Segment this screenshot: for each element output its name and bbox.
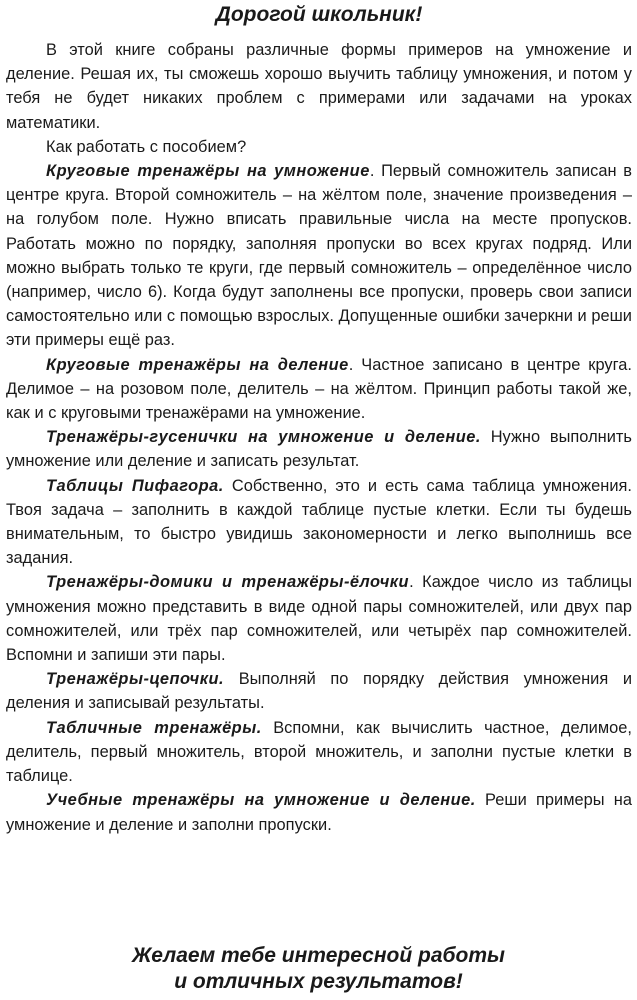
section-table-trainers bbox=[6, 716, 632, 789]
section-term: Круговые тренажёры на умножение bbox=[46, 162, 370, 181]
section-learning-trainers bbox=[6, 788, 632, 836]
closing-line-1: Желаем тебе интересной работы bbox=[132, 944, 505, 967]
closing-line-2: и отличных результатов! bbox=[174, 970, 463, 993]
section-text: Вспомни, как вычислить частное, делимое, делитель, первый множитель, второй множитель, и заполни пустые клетки в таблице. bbox=[6, 718, 632, 786]
section-text: Нужно выполнить умножение или деление и записать результат. bbox=[6, 428, 632, 471]
text-body bbox=[6, 38, 632, 837]
section-term: Круговые тренажёры на деление bbox=[46, 355, 349, 374]
section-houses-trees bbox=[6, 570, 632, 667]
section-term: Таблицы Пифагора. bbox=[46, 476, 224, 495]
section-term: Тренажёры-гусенички на умножение и деление. bbox=[46, 428, 481, 447]
section-text: . Первый сомножитель записан в центре круга. Второй сомножитель – на жёлтом поле, значение произведения – на голубом поле. Нужно вписать правильные числа на месте пропусков. Работать можно по порядку, заполняя пропуски во всех кругах подряд. Или можно выбрать только те круги, где первый сомножитель – определённое число (например, число 6). Когда будут заполнены все пропуски, проверь свои записи самостоятельно или с помощью взрослых. Допущенные ошибки зачеркни и реши эти примеры ещё раз. bbox=[6, 162, 632, 350]
page-title: Дорогой школьник! bbox=[215, 3, 423, 26]
section-term: Учебные тренажёры на умножение и деление. bbox=[46, 791, 476, 810]
section-pythagoras bbox=[6, 474, 632, 571]
section-circle-multiplication bbox=[6, 159, 632, 353]
section-term: Табличные тренажёры. bbox=[46, 718, 262, 737]
closing-wish bbox=[0, 943, 637, 995]
section-caterpillar bbox=[6, 425, 632, 473]
section-text: . Каждое число из таблицы умножения можно представить в виде одной пары сомножителей, или двух пар сомножителей, или трёх пар сомножителей, или четырёх пар сомножителей. Вспомни и запиши эти пары. bbox=[6, 573, 632, 665]
section-text: Выполняй по порядку действия умножения и деления и записывай результаты. bbox=[6, 670, 632, 713]
section-term: Тренажёры-домики и тренажёры-ёлочки bbox=[46, 573, 410, 592]
section-circle-division bbox=[6, 353, 632, 426]
section-term: Тренажёры-цепочки. bbox=[46, 670, 225, 689]
intro-paragraph: В этой книге собраны различные формы примеров на умножение и деление. Решая их, ты сможешь хорошо выучить таблицу умножения, и потом у тебя не будет никаких проблем с примерами или задачами на уроках математики. bbox=[6, 41, 632, 132]
question-paragraph: Как работать с пособием? bbox=[46, 137, 247, 156]
section-text: Собственно, это и есть сама таблица умножения. Твоя задача – заполнить в каждой таблице пустые клетки. Если ты будешь внимательным, то быстро увидишь закономерности и легко выполнишь все задания. bbox=[6, 476, 633, 568]
section-chains bbox=[6, 667, 632, 715]
section-text: . Частное записано в центре круга. Делимое – на розовом поле, делитель – на жёлтом. Принцип работы такой же, как и с круговыми тренажёрами на умножение. bbox=[6, 355, 632, 423]
section-text: Реши примеры на умножение и деление и заполни пропуски. bbox=[6, 791, 632, 834]
